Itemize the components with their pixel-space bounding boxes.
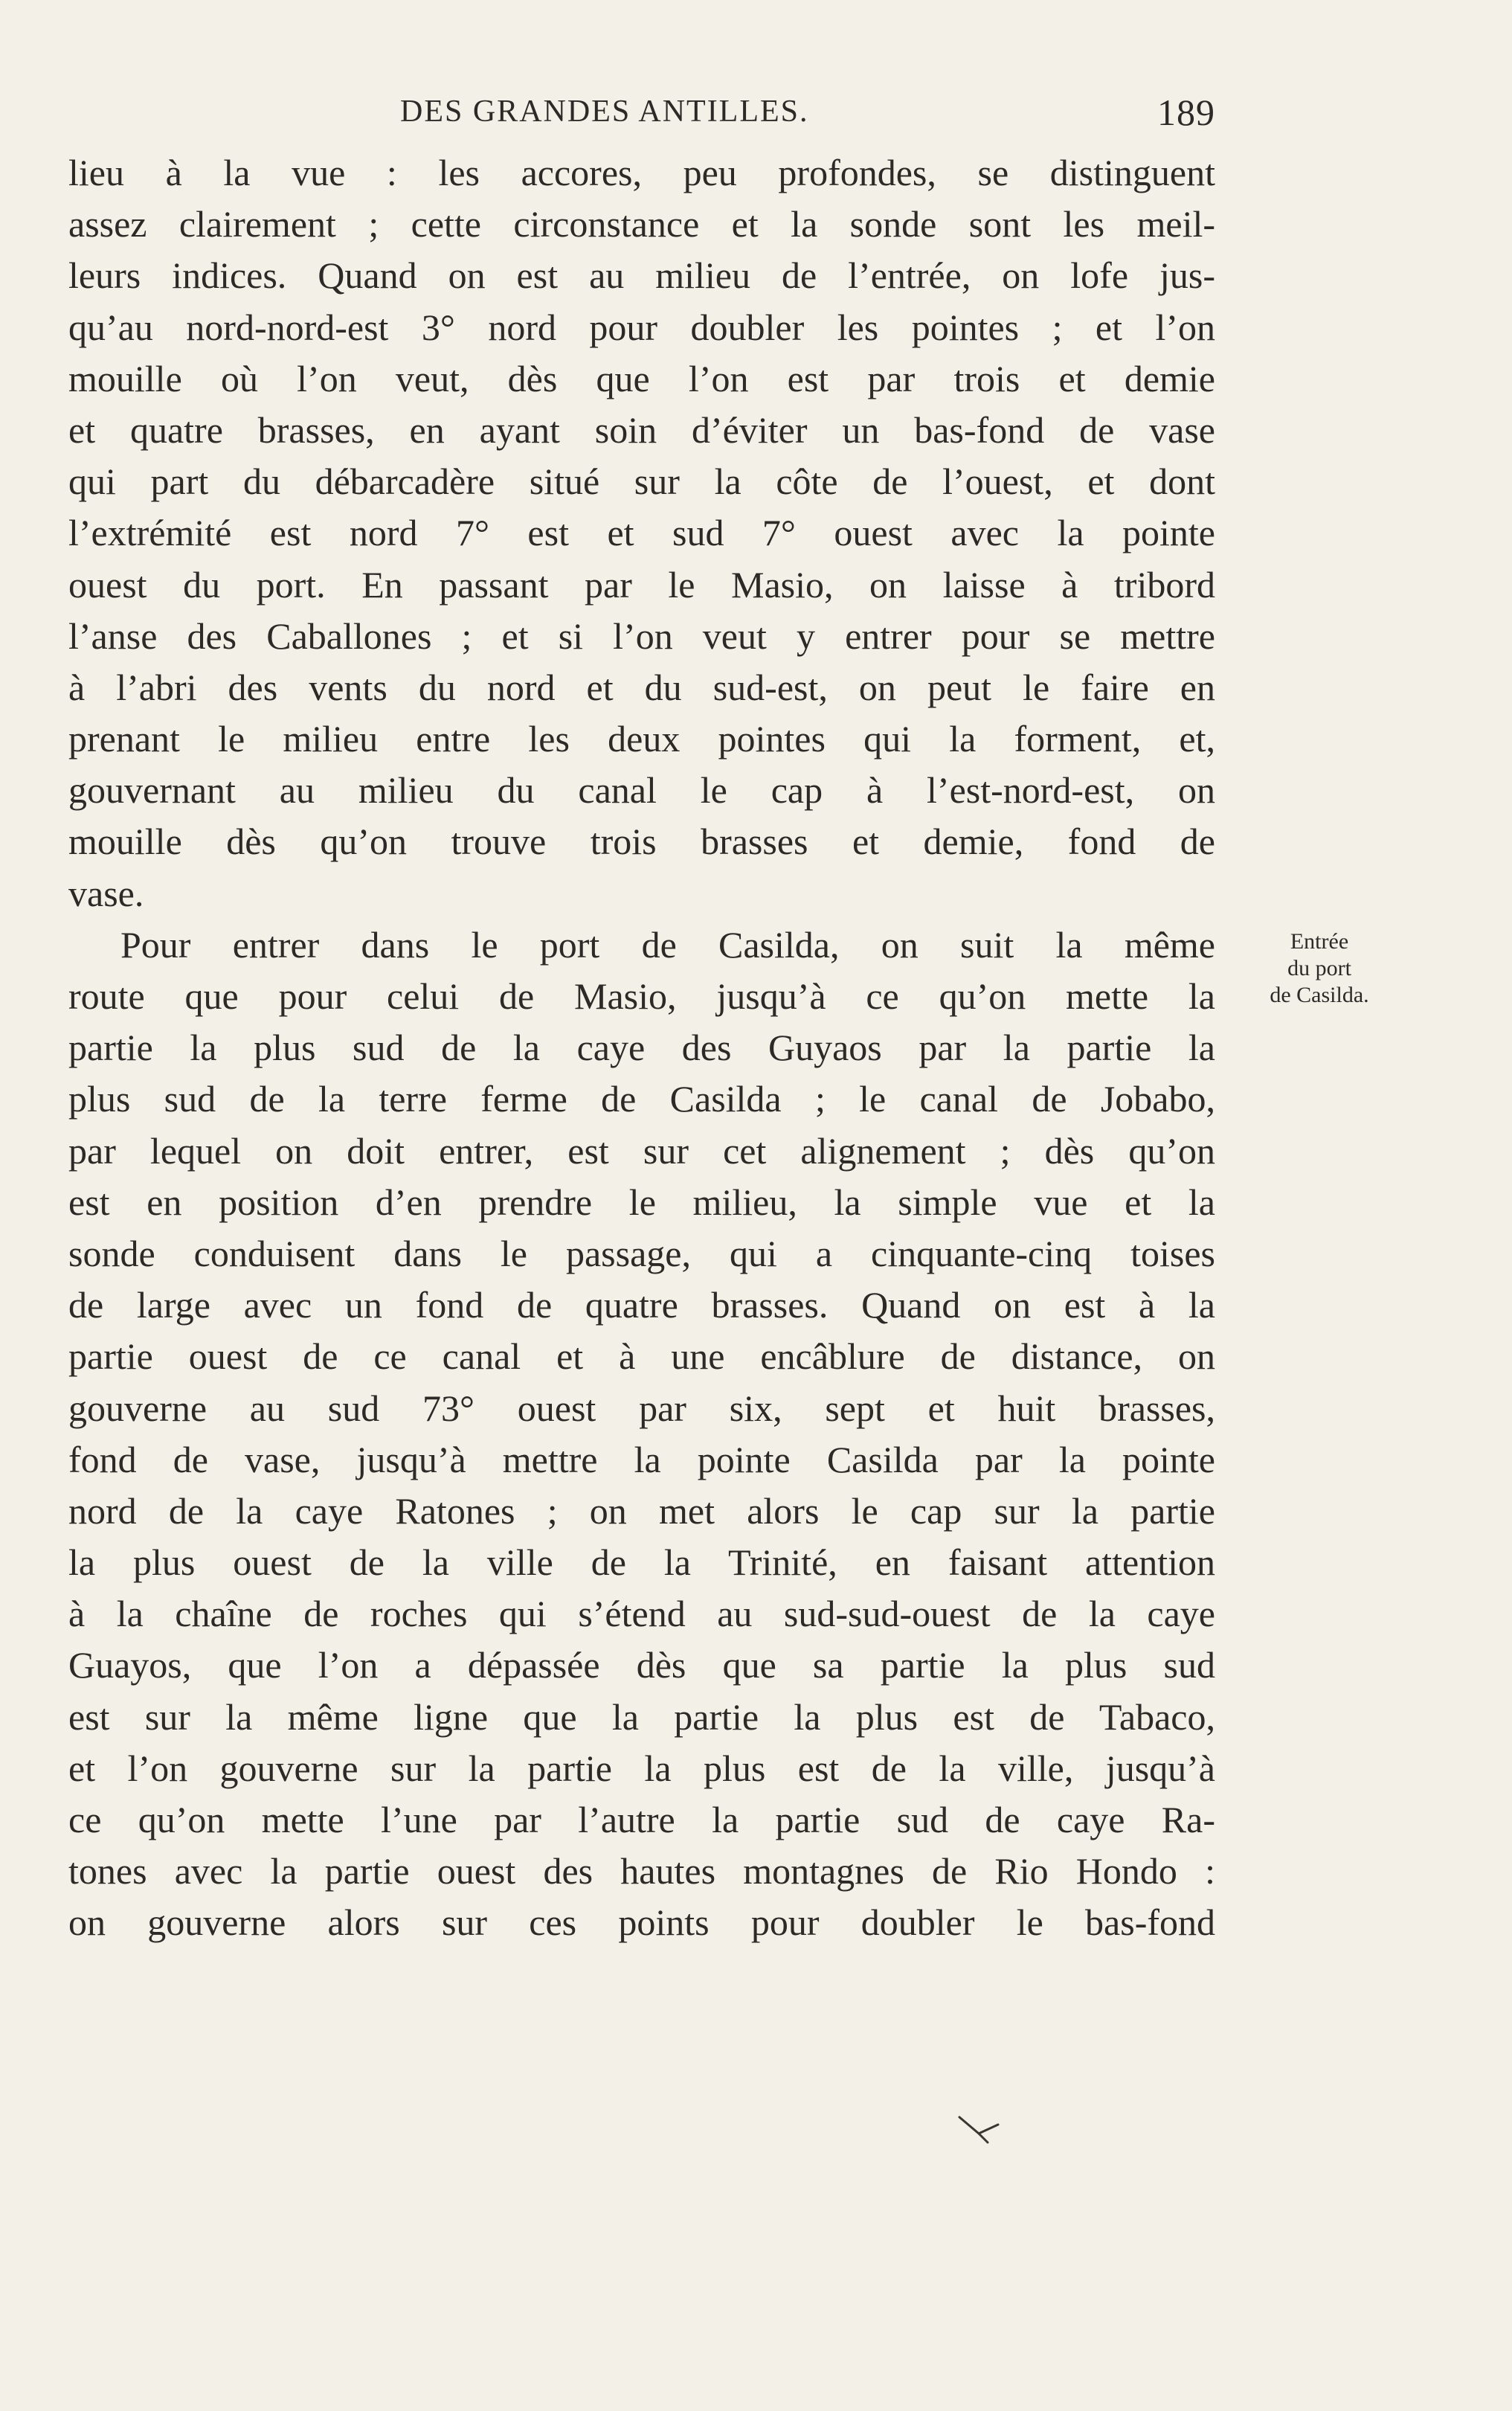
text-line: route que pour celui de Masio, jusqu’à ce qu’on mette la <box>68 975 1215 1017</box>
text-line: lieu à la vue : les accores, peu profondes, se distinguent <box>68 152 1215 193</box>
body-text <box>68 147 1215 1949</box>
text-line: qui part du débarcadère situé sur la côte de l’ouest, et dont <box>68 460 1215 503</box>
text-line: l’anse des Caballones ; et si l’on veut y entrer pour se mettre <box>68 614 1215 657</box>
text-line: qu’au nord-nord-est 3° nord pour doubler les pointes ; et l’on <box>68 306 1215 348</box>
margin-note-line: de Casilda. <box>1270 983 1369 1007</box>
text-line: sonde conduisent dans le passage, qui a cinquante-cinq toises <box>68 1232 1215 1274</box>
text-line: à l’abri des vents du nord et du sud-est, on peut le faire en <box>68 666 1215 708</box>
text-line: mouille où l’on veut, dès que l’on est par trois et demie <box>68 357 1215 399</box>
text-line: Pour entrer dans le port de Casilda, on suit la même <box>120 923 1215 966</box>
text-line: et l’on gouverne sur la partie la plus est de la ville, jusqu’à <box>68 1747 1215 1789</box>
margin-note <box>1238 928 1401 1009</box>
text-line: nord de la caye Ratones ; on met alors le cap sur la partie <box>68 1489 1215 1532</box>
text-line: mouille dès qu’on trouve trois brasses et demie, fond de <box>68 821 1215 863</box>
text-line: Guayos, que l’on a dépassée dès que sa partie la plus sud <box>68 1644 1215 1686</box>
text-line: de large avec un fond de quatre brasses. Quand on est à la <box>68 1284 1215 1326</box>
text-line: et quatre brasses, en ayant soin d’éviter un bas-fond de vase <box>68 408 1215 451</box>
text-line: ce qu’on mette l’une par l’autre la partie sud de caye Ra- <box>68 1799 1215 1840</box>
margin-note-line: du port <box>1287 956 1351 980</box>
running-head-title: DES GRANDES ANTILLES. <box>400 94 809 129</box>
text-line: par lequel on doit entrer, est sur cet alignement ; dès qu’on <box>68 1129 1215 1172</box>
text-line: prenant le milieu entre les deux pointes qui la forment, et, <box>68 718 1215 760</box>
text-line: est sur la même ligne que la partie la plus est de Tabaco, <box>68 1695 1215 1738</box>
text-line: leurs indices. Quand on est au milieu de l’entrée, on lofe jus- <box>68 254 1215 297</box>
text-line: vase. <box>68 872 144 914</box>
text-line: assez clairement ; cette circonstance et la sonde sont les meil- <box>68 203 1215 245</box>
text-line: ouest du port. En passant par le Masio, on laisse à tribord <box>68 563 1215 606</box>
text-line: gouvernant au milieu du canal le cap à l’est-nord-est, on <box>68 769 1215 812</box>
text-line: à la chaîne de roches qui s’étend au sud-sud-ouest de la caye <box>68 1593 1215 1635</box>
text-line: l’extrémité est nord 7° est et sud 7° ouest avec la pointe <box>68 512 1215 554</box>
margin-note-line: Entrée <box>1290 929 1349 954</box>
text-line: partie la plus sud de la caye des Guyaos par la partie la <box>68 1027 1215 1069</box>
text-line: on gouverne alors sur ces points pour doubler le bas-fond <box>68 1901 1215 1944</box>
text-line: plus sud de la terre ferme de Casilda ; le canal de Jobabo, <box>68 1078 1215 1120</box>
page-number: 189 <box>1157 92 1215 133</box>
text-line: partie ouest de ce canal et à une encâblure de distance, on <box>68 1335 1215 1378</box>
text-line: la plus ouest de la ville de la Trinité, en faisant attention <box>68 1541 1215 1584</box>
paragraph-2 <box>68 919 1215 1949</box>
ink-mark-icon <box>956 2114 1001 2144</box>
text-line: fond de vase, jusqu’à mettre la pointe Casilda par la pointe <box>68 1438 1215 1480</box>
text-line: tones avec la partie ouest des hautes montagnes de Rio Hondo : <box>68 1850 1215 1892</box>
text-line: gouverne au sud 73° ouest par six, sept et huit brasses, <box>68 1387 1215 1429</box>
paragraph-1 <box>68 147 1215 919</box>
text-line: est en position d’en prendre le milieu, la simple vue et la <box>68 1181 1215 1223</box>
running-head <box>68 94 1215 138</box>
